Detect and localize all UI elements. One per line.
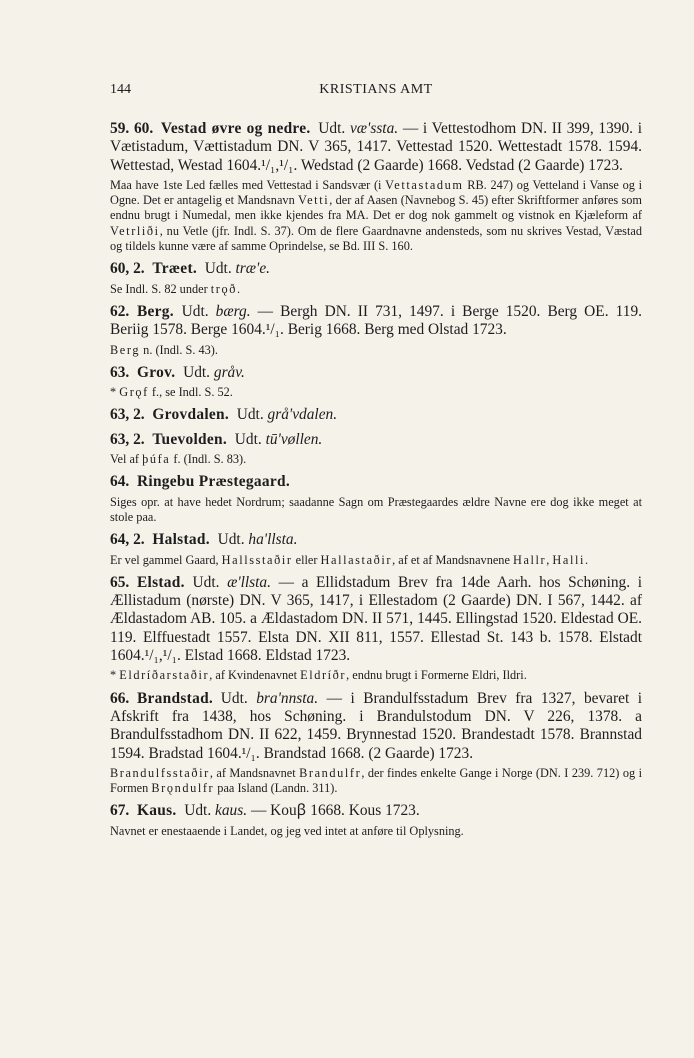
pronunciation-label: Udt.: [204, 260, 232, 278]
note-text: , der af Aasen (Navnebog S. 45) efter Skriftformer anføres som endnu brugt i Numedal, men ikke kjendes fra MA. Det er dog nok gammelt og vistnok en Kjæleform af: [110, 193, 642, 223]
pronunciation-label: Udt.: [217, 531, 245, 549]
entry-heading: [110, 260, 642, 278]
entry-number: 63, 2.: [110, 406, 145, 424]
pronunciation: bærg.: [215, 302, 251, 320]
note-text: , af Mandsnavnet: [209, 765, 300, 780]
note-text: f. (Indl. S. 83).: [170, 452, 247, 467]
pronunciation: tū'vøllen.: [265, 430, 323, 448]
etymology-note: [110, 385, 642, 400]
farm-name: Elstad.: [136, 573, 185, 591]
entry-number: 64.: [110, 473, 130, 491]
old-norse-form: Grǫf: [119, 385, 149, 400]
pronunciation-label: Udt.: [192, 573, 220, 591]
etymology-note: [110, 178, 642, 254]
entry-heading: [110, 802, 642, 820]
farm-name: Brandstad.: [136, 689, 214, 707]
pronunciation: grå'vdalen.: [267, 406, 338, 424]
page-number: 144: [110, 82, 131, 97]
pronunciation-label: Udt.: [234, 430, 262, 448]
old-norse-form: Vetti: [298, 193, 330, 208]
pronunciation-label: Udt.: [318, 120, 346, 137]
farm-name: Halstad.: [152, 531, 210, 549]
pronunciation: gråv.: [213, 363, 245, 381]
note-text: *: [110, 668, 120, 683]
note-text: ,: [546, 552, 553, 567]
entry-heading: [110, 531, 642, 549]
farm-name: Ringebu Præstegaard.: [136, 473, 291, 491]
entry-heading: [110, 364, 642, 382]
pronunciation: bra'nnsta.: [256, 689, 319, 707]
note-text: Se Indl. S. 82 under: [110, 281, 211, 296]
running-title: KRISTIANS AMT: [319, 82, 433, 97]
etymology-note: [110, 452, 642, 467]
etymology-note: [110, 824, 642, 839]
old-norse-form: Brandulfsstaðir: [110, 765, 210, 780]
pronunciation: æ'llsta.: [227, 573, 271, 591]
historical-forms: — a Ellidstadum Brev fra 14de Aarh. hos Schøning. i Ællistadum (nørste) DN. V 365, 1417, i Ellestadom (2 Gaarde) DN. I 567, 1442. af Ældastadom AB. 105. a Ældastadom DN. II 571, 1445. Ellingstad 1520. Eldestad OE. 119. Elffuestadt 1557. Elsta DN. XII 811, 1557. Ellestad St. 143 b. 1578. Elstadt 1604.¹/₁,¹/₁. Elstad 1668. Eldstad 1723.: [110, 573, 642, 665]
entry-heading: [110, 406, 642, 424]
old-norse-form: Eldríðarstaðir: [119, 668, 210, 683]
old-norse-form: Hallr: [512, 552, 547, 567]
note-text: *: [110, 385, 120, 400]
entry-number: 63.: [110, 363, 130, 381]
entry-number: 66.: [110, 689, 130, 707]
historical-forms: — i Vettestodhom DN. II 399, 1390. i Vætistadum, Vættistadum DN. V 365, 1417. Vettestad 1520. Wettestadt 1578. 1594. Wettestad, Westad 1604.¹/₁,¹/₁. Wedstad (2 Gaarde) 1668. Vedstad (2 Gaarde) 1723.: [110, 120, 642, 174]
entry-heading: [110, 690, 642, 763]
etymology-note: [110, 495, 642, 526]
pronunciation: ha'llsta.: [248, 531, 298, 549]
old-norse-form: trǫð: [210, 281, 237, 296]
historical-forms: — Kouꞵ 1668. Kous 1723.: [247, 802, 420, 820]
entry-number: 64, 2.: [110, 531, 145, 549]
pronunciation-label: Udt.: [181, 302, 209, 320]
note-text: Maa have 1ste Led fælles med Vettestad i Sandsvær (i: [110, 177, 386, 192]
pronunciation-label: Udt.: [184, 802, 212, 820]
entry-heading: [110, 473, 642, 491]
entry-number: 63, 2.: [110, 430, 145, 448]
old-norse-form: Hallastaðir: [320, 552, 393, 567]
note-text: Siges opr. at have hedet Nordrum; saadanne Sagn om Præstegaardes ældre Navne ere dog ikke meget at stole paa.: [110, 494, 642, 524]
pronunciation-label: Udt.: [220, 689, 248, 707]
note-text: f., se Indl. S. 52.: [148, 385, 233, 400]
pronunciation-label: Udt.: [183, 363, 211, 381]
note-text: , af Kvindenavnet: [209, 668, 301, 683]
entry-number: 62.: [110, 302, 130, 320]
etymology-note: [110, 343, 642, 358]
entry-heading: [110, 574, 642, 665]
note-text: , der findes enkelte Gange i Norge (DN. I 239. 712) og i Formen: [110, 765, 642, 796]
pronunciation: væ'ssta.: [349, 120, 399, 137]
running-header: [110, 82, 642, 102]
farm-name: Træet.: [152, 260, 198, 278]
note-text: Navnet er enestaaende i Landet, og jeg ved intet at anføre til Oplysning.: [110, 823, 464, 838]
farm-name: Kaus.: [136, 802, 177, 820]
entry-heading: [110, 431, 642, 449]
farm-name: Tuevolden.: [152, 430, 228, 448]
old-norse-form: Brǫndulfr: [151, 781, 215, 796]
pronunciation: kaus.: [215, 802, 248, 820]
note-text: .: [236, 281, 241, 296]
entry-number: 59. 60.: [110, 120, 154, 137]
etymology-note: [110, 766, 642, 797]
note-text: paa Island (Landn. 311).: [214, 781, 338, 796]
old-norse-form: Halli: [552, 552, 586, 567]
entry-number: 60, 2.: [110, 260, 145, 278]
farm-name: Vestad øvre og nedre.: [160, 120, 311, 137]
note-text: RB. 247) og Vetteland i Vanse og i Ogne. Det er antagelig et Mandsnavn: [110, 177, 642, 208]
old-norse-form: Brandulfr: [299, 765, 362, 780]
historical-forms: — Bergh DN. II 731, 1497. i Berge 1520. Berg OE. 119. Beriig 1578. Berge 1604.¹/₁. Berig 1668. Berg med Olstad 1723.: [110, 302, 642, 339]
old-norse-form: Berg: [110, 342, 141, 357]
old-norse-form: Eldríðr: [300, 668, 347, 683]
farm-name: Grov.: [136, 363, 176, 381]
etymology-note: [110, 668, 642, 683]
pronunciation: træ'e.: [235, 260, 271, 278]
entry-number: 65.: [110, 573, 130, 591]
etymology-note: [110, 553, 642, 568]
old-norse-form: Vettastadum: [385, 177, 464, 192]
note-text: Er vel gammel Gaard,: [110, 552, 222, 567]
note-text: eller: [292, 552, 321, 567]
farm-name: Berg.: [136, 302, 174, 320]
note-text: Vel af: [110, 452, 143, 467]
note-text: , nu Vetle (jfr. Indl. S. 37). Om de flere Gaardnavne andensteds, som nu skrives Vestad, Væstad og tildels kunne være af samme Oprindelse, se Bd. III S. 160.: [110, 223, 642, 254]
entry-heading: [110, 120, 642, 175]
old-norse-form: þúfa: [142, 452, 171, 467]
note-text: n. (Indl. S. 43).: [140, 342, 218, 357]
note-text: .: [585, 552, 589, 567]
old-norse-form: Vetrliði: [110, 223, 160, 238]
pronunciation-label: Udt.: [236, 406, 264, 424]
note-text: , af et af Mandsnavnene: [392, 552, 513, 567]
farm-name: Grovdalen.: [152, 406, 230, 424]
etymology-note: [110, 282, 642, 297]
page-body: [110, 120, 642, 839]
note-text: , endnu brugt i Formerne Eldri, Ildri.: [346, 668, 527, 683]
historical-forms: — i Brandulfsstadum Brev fra 1327, bevaret i Afskrift fra 1438, hos Schøning. i Brandulstodum DN. V 226, 1378. a Brandulfsstadhom DN. II 622, 1459. Brynnestad 1520. Brandestadt 1578. Brannstad 1594. Bradstad 1604.¹/₁. Brandstad 1668. (2 Gaarde) 1723.: [110, 689, 642, 762]
entry-heading: [110, 303, 642, 340]
entry-number: 67.: [110, 802, 130, 820]
old-norse-form: Hallsstaðir: [221, 552, 293, 567]
